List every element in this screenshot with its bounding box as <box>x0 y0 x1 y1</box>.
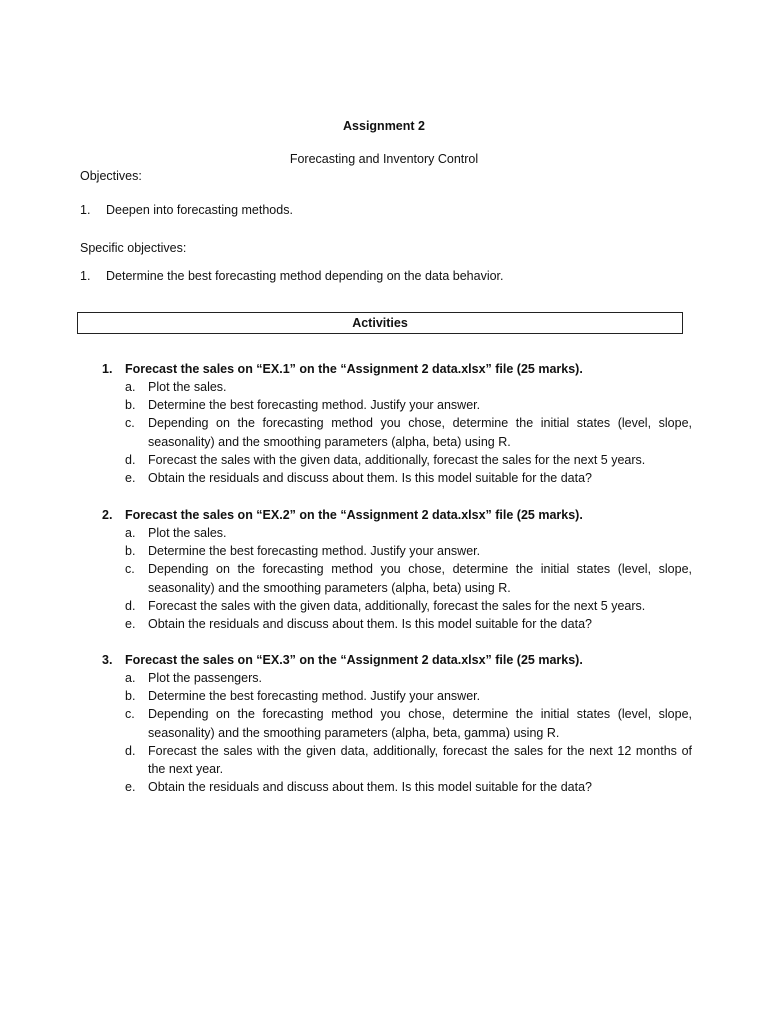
subitem-text: Forecast the sales with the given data, additionally, forecast the sales for the next 12 months of the next year. <box>148 743 692 777</box>
document-title: Assignment 2 <box>343 119 425 133</box>
objectives-label: Objectives: <box>80 169 142 183</box>
task-heading <box>102 506 692 524</box>
subitem-letter: d. <box>125 743 136 758</box>
subitem-text: Plot the sales. <box>148 526 227 540</box>
subitem-text: Forecast the sales with the given data, additionally, forecast the sales for the next 5 years. <box>148 598 646 613</box>
document-subtitle: Forecasting and Inventory Control <box>289 152 479 166</box>
subitem-text: Plot the passengers. <box>148 671 262 685</box>
task-heading <box>102 651 692 669</box>
activity-task-1 <box>102 360 692 487</box>
task-number: 3. <box>102 653 113 667</box>
subitem-letter: b. <box>125 398 136 413</box>
task-subitem <box>102 560 692 596</box>
activity-task-2 <box>102 506 692 633</box>
task-title: Forecast the sales on “EX.2” on the “Assignment 2 data.xlsx” file (25 marks). <box>125 508 583 522</box>
subitem-letter: c. <box>125 562 135 577</box>
objective-number: 1. <box>80 203 91 217</box>
task-subitem <box>102 597 692 615</box>
subitem-letter: a. <box>125 671 136 685</box>
objective-text: Deepen into forecasting methods. <box>106 203 293 217</box>
specific-objective-text: Determine the best forecasting method depending on the data behavior. <box>106 269 504 283</box>
task-subitem <box>102 378 692 396</box>
task-subitem <box>102 542 692 560</box>
subitem-text: Determine the best forecasting method. Justify your answer. <box>148 544 481 559</box>
specific-objectives-label: Specific objectives: <box>80 241 187 255</box>
task-subitem <box>102 524 692 542</box>
subitem-letter: b. <box>125 689 136 704</box>
subitem-letter: e. <box>125 780 136 795</box>
activity-task-3 <box>102 651 692 796</box>
task-subitem <box>102 742 692 778</box>
task-number: 1. <box>102 362 113 376</box>
subitem-letter: e. <box>125 471 136 486</box>
specific-objective-number: 1. <box>80 269 91 283</box>
task-subitem <box>102 687 692 705</box>
task-subitem <box>102 396 692 414</box>
subitem-letter: d. <box>125 452 136 467</box>
subitem-letter: b. <box>125 544 136 559</box>
subitem-text: Obtain the residuals and discuss about them. Is this model suitable for the data? <box>148 471 593 486</box>
task-heading <box>102 360 692 378</box>
task-subitem <box>102 705 692 741</box>
subitem-letter: c. <box>125 416 135 431</box>
subitem-text: Depending on the forecasting method you chose, determine the initial states (level, slope, seasonality) and the smoothing parameters (alpha, beta) using R. <box>148 416 692 449</box>
subitem-text: Determine the best forecasting method. Justify your answer. <box>148 398 481 413</box>
task-subitem <box>102 414 692 450</box>
task-title: Forecast the sales on “EX.1” on the “Assignment 2 data.xlsx” file (25 marks). <box>125 362 583 376</box>
subitem-text: Depending on the forecasting method you chose, determine the initial states (level, slope, seasonality) and the smoothing parameters (alpha, beta) using R. <box>148 562 692 595</box>
subitem-text: Forecast the sales with the given data, additionally, forecast the sales for the next 5 years. <box>148 452 646 467</box>
subitem-text: Obtain the residuals and discuss about them. Is this model suitable for the data? <box>148 617 593 632</box>
task-title: Forecast the sales on “EX.3” on the “Assignment 2 data.xlsx” file (25 marks). <box>125 653 583 667</box>
subitem-text: Depending on the forecasting method you chose, determine the initial states (level, slope, seasonality) and the smoothing parameters (alpha, beta, gamma) using R. <box>148 707 692 740</box>
subitem-letter: e. <box>125 617 136 632</box>
subitem-letter: a. <box>125 380 136 394</box>
subitem-letter: c. <box>125 707 135 722</box>
subitem-text: Determine the best forecasting method. Justify your answer. <box>148 689 481 704</box>
subitem-text: Plot the sales. <box>148 380 227 394</box>
activities-heading: Activities <box>77 312 683 334</box>
task-number: 2. <box>102 508 113 522</box>
subitem-letter: a. <box>125 526 136 540</box>
subitem-letter: d. <box>125 598 136 613</box>
subitem-text: Obtain the residuals and discuss about them. Is this model suitable for the data? <box>148 780 593 795</box>
task-subitem <box>102 615 692 633</box>
task-subitem <box>102 778 692 796</box>
task-subitem <box>102 669 692 687</box>
task-subitem <box>102 469 692 487</box>
task-subitem <box>102 451 692 469</box>
